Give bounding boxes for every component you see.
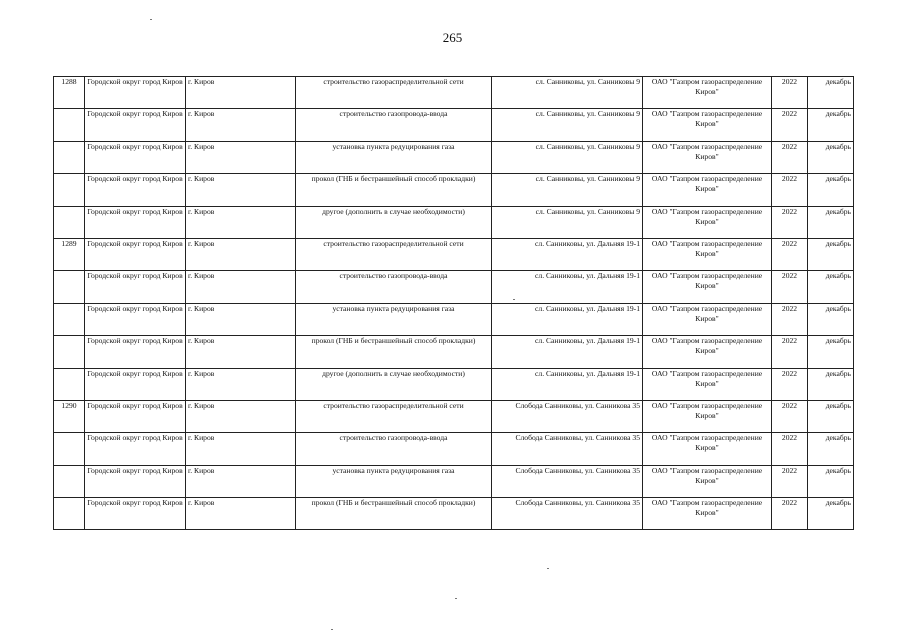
row-number: 1288 — [54, 77, 85, 109]
organization-cell: ОАО "Газпром газораспределение Киров" — [643, 465, 772, 497]
organization-cell: ОАО "Газпром газораспределение Киров" — [643, 174, 772, 206]
table-row — [54, 238, 854, 270]
month-cell: декабрь — [808, 336, 854, 368]
organization-cell: ОАО "Газпром газораспределение Киров" — [643, 498, 772, 530]
month-cell: декабрь — [808, 238, 854, 270]
district-cell: Городской округ город Киров — [85, 336, 186, 368]
year-cell: 2022 — [772, 206, 808, 238]
work-type-cell: строительство газораспределительной сети — [296, 400, 492, 432]
district-cell: Городской округ город Киров — [85, 238, 186, 270]
table-row — [54, 465, 854, 497]
organization-cell: ОАО "Газпром газораспределение Киров" — [643, 433, 772, 465]
district-cell: Городской округ город Киров — [85, 271, 186, 303]
address-cell: сл. Санниковы, ул. Санниковы 9 — [492, 174, 643, 206]
organization-cell: ОАО "Газпром газораспределение Киров" — [643, 77, 772, 109]
work-type-cell: строительство газораспределительной сети — [296, 77, 492, 109]
table-row — [54, 400, 854, 432]
district-cell: Городской округ город Киров — [85, 141, 186, 173]
organization-cell: ОАО "Газпром газораспределение Киров" — [643, 206, 772, 238]
address-cell: сл. Санниковы, ул. Санниковы 9 — [492, 109, 643, 141]
work-type-cell: строительство газораспределительной сети — [296, 238, 492, 270]
row-number — [54, 174, 85, 206]
organization-cell: ОАО "Газпром газораспределение Киров" — [643, 368, 772, 400]
city-cell: г. Киров — [186, 465, 296, 497]
city-cell: г. Киров — [186, 433, 296, 465]
district-cell: Городской округ город Киров — [85, 368, 186, 400]
scan-speck — [331, 629, 333, 630]
work-type-cell: установка пункта редуцирования газа — [296, 303, 492, 335]
address-cell: сл. Санниковы, ул. Санниковы 9 — [492, 77, 643, 109]
address-cell: Слобода Санниковы, ул. Санникова 35 — [492, 400, 643, 432]
table-row — [54, 109, 854, 141]
month-cell: декабрь — [808, 303, 854, 335]
city-cell: г. Киров — [186, 174, 296, 206]
year-cell: 2022 — [772, 433, 808, 465]
organization-cell: ОАО "Газпром газораспределение Киров" — [643, 336, 772, 368]
month-cell: декабрь — [808, 400, 854, 432]
city-cell: г. Киров — [186, 400, 296, 432]
district-cell: Городской округ город Киров — [85, 465, 186, 497]
city-cell: г. Киров — [186, 271, 296, 303]
table-row — [54, 336, 854, 368]
year-cell: 2022 — [772, 336, 808, 368]
row-number — [54, 141, 85, 173]
work-type-cell: другое (дополнить в случае необходимости) — [296, 368, 492, 400]
work-type-cell: установка пункта редуцирования газа — [296, 465, 492, 497]
work-type-cell: строительство газопровода-ввода — [296, 433, 492, 465]
work-type-cell: строительство газопровода-ввода — [296, 271, 492, 303]
row-number — [54, 336, 85, 368]
city-cell: г. Киров — [186, 206, 296, 238]
table-row — [54, 433, 854, 465]
row-number — [54, 109, 85, 141]
district-cell: Городской округ город Киров — [85, 174, 186, 206]
work-type-cell: установка пункта редуцирования газа — [296, 141, 492, 173]
address-cell: сл. Санниковы, ул. Дальняя 19-1 — [492, 238, 643, 270]
row-number — [54, 433, 85, 465]
organization-cell: ОАО "Газпром газораспределение Киров" — [643, 303, 772, 335]
scan-speck — [150, 19, 152, 20]
month-cell: декабрь — [808, 498, 854, 530]
address-cell: Слобода Санниковы, ул. Санникова 35 — [492, 465, 643, 497]
address-cell: сл. Санниковы, ул. Дальняя 19-1 — [492, 271, 643, 303]
month-cell: декабрь — [808, 433, 854, 465]
address-cell: сл. Санниковы, ул. Дальняя 19-1 — [492, 303, 643, 335]
work-type-cell: прокол (ГНБ и бестраншейный способ прокладки) — [296, 498, 492, 530]
table-row — [54, 77, 854, 109]
district-cell: Городской округ город Киров — [85, 206, 186, 238]
address-cell: сл. Санниковы, ул. Дальняя 19-1 — [492, 336, 643, 368]
work-type-cell: прокол (ГНБ и бестраншейный способ прокладки) — [296, 336, 492, 368]
district-cell: Городской округ город Киров — [85, 109, 186, 141]
table-row — [54, 206, 854, 238]
scan-speck — [455, 598, 457, 599]
year-cell: 2022 — [772, 77, 808, 109]
month-cell: декабрь — [808, 271, 854, 303]
month-cell: декабрь — [808, 174, 854, 206]
row-number — [54, 498, 85, 530]
organization-cell: ОАО "Газпром газораспределение Киров" — [643, 109, 772, 141]
address-cell: Слобода Санниковы, ул. Санникова 35 — [492, 433, 643, 465]
district-cell: Городской округ город Киров — [85, 498, 186, 530]
row-number — [54, 206, 85, 238]
month-cell: декабрь — [808, 206, 854, 238]
year-cell: 2022 — [772, 109, 808, 141]
year-cell: 2022 — [772, 238, 808, 270]
works-table — [53, 76, 854, 530]
month-cell: декабрь — [808, 368, 854, 400]
row-number: 1290 — [54, 400, 85, 432]
year-cell: 2022 — [772, 498, 808, 530]
table-row — [54, 498, 854, 530]
organization-cell: ОАО "Газпром газораспределение Киров" — [643, 400, 772, 432]
scan-speck — [513, 299, 515, 300]
city-cell: г. Киров — [186, 238, 296, 270]
scan-speck — [547, 568, 549, 569]
district-cell: Городской округ город Киров — [85, 433, 186, 465]
month-cell: декабрь — [808, 465, 854, 497]
year-cell: 2022 — [772, 400, 808, 432]
city-cell: г. Киров — [186, 109, 296, 141]
address-cell: Слобода Санниковы, ул. Санникова 35 — [492, 498, 643, 530]
organization-cell: ОАО "Газпром газораспределение Киров" — [643, 238, 772, 270]
city-cell: г. Киров — [186, 498, 296, 530]
address-cell: сл. Санниковы, ул. Санниковы 9 — [492, 141, 643, 173]
district-cell: Городской округ город Киров — [85, 400, 186, 432]
work-type-cell: другое (дополнить в случае необходимости) — [296, 206, 492, 238]
work-type-cell: прокол (ГНБ и бестраншейный способ прокладки) — [296, 174, 492, 206]
work-type-cell: строительство газопровода-ввода — [296, 109, 492, 141]
month-cell: декабрь — [808, 109, 854, 141]
page-number: 265 — [442, 30, 463, 45]
city-cell: г. Киров — [186, 368, 296, 400]
table-row — [54, 303, 854, 335]
year-cell: 2022 — [772, 465, 808, 497]
table-row — [54, 141, 854, 173]
district-cell: Городской округ город Киров — [85, 77, 186, 109]
year-cell: 2022 — [772, 368, 808, 400]
city-cell: г. Киров — [186, 77, 296, 109]
row-number — [54, 271, 85, 303]
table-row — [54, 174, 854, 206]
row-number — [54, 368, 85, 400]
table-row — [54, 271, 854, 303]
month-cell: декабрь — [808, 141, 854, 173]
row-number: 1289 — [54, 238, 85, 270]
table-row — [54, 368, 854, 400]
organization-cell: ОАО "Газпром газораспределение Киров" — [643, 141, 772, 173]
city-cell: г. Киров — [186, 336, 296, 368]
year-cell: 2022 — [772, 141, 808, 173]
city-cell: г. Киров — [186, 141, 296, 173]
city-cell: г. Киров — [186, 303, 296, 335]
address-cell: сл. Санниковы, ул. Санниковы 9 — [492, 206, 643, 238]
month-cell: декабрь — [808, 77, 854, 109]
year-cell: 2022 — [772, 174, 808, 206]
row-number — [54, 303, 85, 335]
district-cell: Городской округ город Киров — [85, 303, 186, 335]
organization-cell: ОАО "Газпром газораспределение Киров" — [643, 271, 772, 303]
address-cell: сл. Санниковы, ул. Дальняя 19-1 — [492, 368, 643, 400]
table-body — [54, 77, 854, 530]
row-number — [54, 465, 85, 497]
year-cell: 2022 — [772, 271, 808, 303]
year-cell: 2022 — [772, 303, 808, 335]
